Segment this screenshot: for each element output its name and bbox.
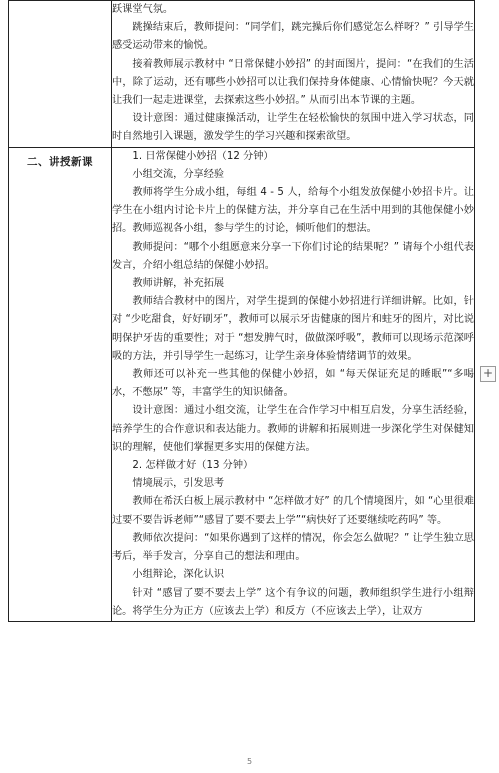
paragraph: 跳操结束后，教师提问：“同学们，跳完操后你们感觉怎么样呀？” 引导学生感受运动带来的愉悦。 <box>112 22 474 52</box>
lesson-plan-table <box>8 0 475 622</box>
subheading: 1. 日常保健小妙招（12 分钟） <box>132 150 274 162</box>
design-intent-paragraph: 设计意图：通过健康操活动，让学生在轻松愉快的氛围中进入学习状态，同时自然地引入课题，激发学生的学习兴趣和探索欲望。 <box>112 113 474 143</box>
subheading: 小组辩论，深化认识 <box>132 569 225 581</box>
paragraph: 针对 “感冒了要不要去上学” 这个有争议的问题，教师组织学生进行小组辩论。将学生分为正方（应该去上学）和反方（不应该去上学），让双方 <box>112 587 474 617</box>
paragraph: 教师在希沃白板上展示教材中 “怎样做才好” 的几个情境图片，如 “心里很难过要不要告诉老师”“感冒了要不要去上学”“病快好了还要继续吃药吗” 等。 <box>112 496 474 526</box>
design-intent-paragraph: 设计意图：通过小组交流，让学生在合作学习中相互启发，分享生活经验，培养学生的合作意识和表达能力。教师的讲解和拓展则进一步深化学生对保健知识的理解，使他们掌握更多实用的保健方法。 <box>112 405 474 453</box>
paragraph: 教师还可以补充一些其他的保健小妙招，如 “每天保证充足的睡眠”“多喝水，不憋尿” 等，丰富学生的知识储备。 <box>112 369 474 399</box>
paragraph: 跃课堂气氛。 <box>112 4 174 15</box>
paragraph: 教师依次提问：“如果你遇到了这样的情况，你会怎么做呢？” 让学生独立思考后，举手发言，分享自己的想法和理由。 <box>112 532 474 563</box>
content-cell <box>112 147 475 621</box>
subheading: 情境展示，引发思考 <box>132 478 225 490</box>
table-row-intro <box>9 1 475 148</box>
section-label <box>9 1 111 7</box>
paragraph: 接着教师展示教材中 “日常保健小妙招” 的封面图片，提问：“在我们的生活中，除了运动，还有哪些小妙招可以让我们保持身体健康、心情愉快呢？今天就让我们一起走进课堂，去探索这些小妙招。” 从而引出本节课的主题。 <box>112 58 474 107</box>
section-label-cell <box>9 1 112 148</box>
content-cell <box>112 1 475 148</box>
page-number: 5 <box>246 757 253 766</box>
paragraph: 教师结合教材中的图片，对学生提到的保健小妙招进行详细讲解。比如，针对 “少吃甜食，好好刷牙”，教师可以展示牙齿健康的图片和蛀牙的图片，对比说明保护牙齿的重要性；对于 “想发脾气时，做做深呼吸”，教师可以现场示范深呼吸的方法，并引导学生一起练习，让学生亲身体验情绪调节的效果。 <box>112 296 474 362</box>
paragraph: 教师提问：“哪个小组愿意来分享一下你们讨论的结果呢？” 请每个小组代表发言，介绍小组总结的保健小妙招。 <box>112 241 474 271</box>
section-label: 二、讲授新课 <box>27 155 93 168</box>
add-row-button[interactable]: + <box>480 366 496 382</box>
section-label-cell <box>9 147 112 621</box>
table-row-new-lesson <box>9 147 475 621</box>
subheading: 2. 怎样做才好（13 分钟） <box>132 460 254 472</box>
subheading: 教师讲解，补充拓展 <box>132 278 225 290</box>
subheading: 小组交流，分享经验 <box>132 168 225 180</box>
paragraph: 教师将学生分成小组，每组 4 - 5 人，给每个小组发放保健小妙招卡片。让学生在小组内讨论卡片上的保健方法，并分享自己在生活中用到的其他保健小妙招。教师巡视各小组，参与学生的讨论，倾听他们的想法。 <box>112 187 474 235</box>
